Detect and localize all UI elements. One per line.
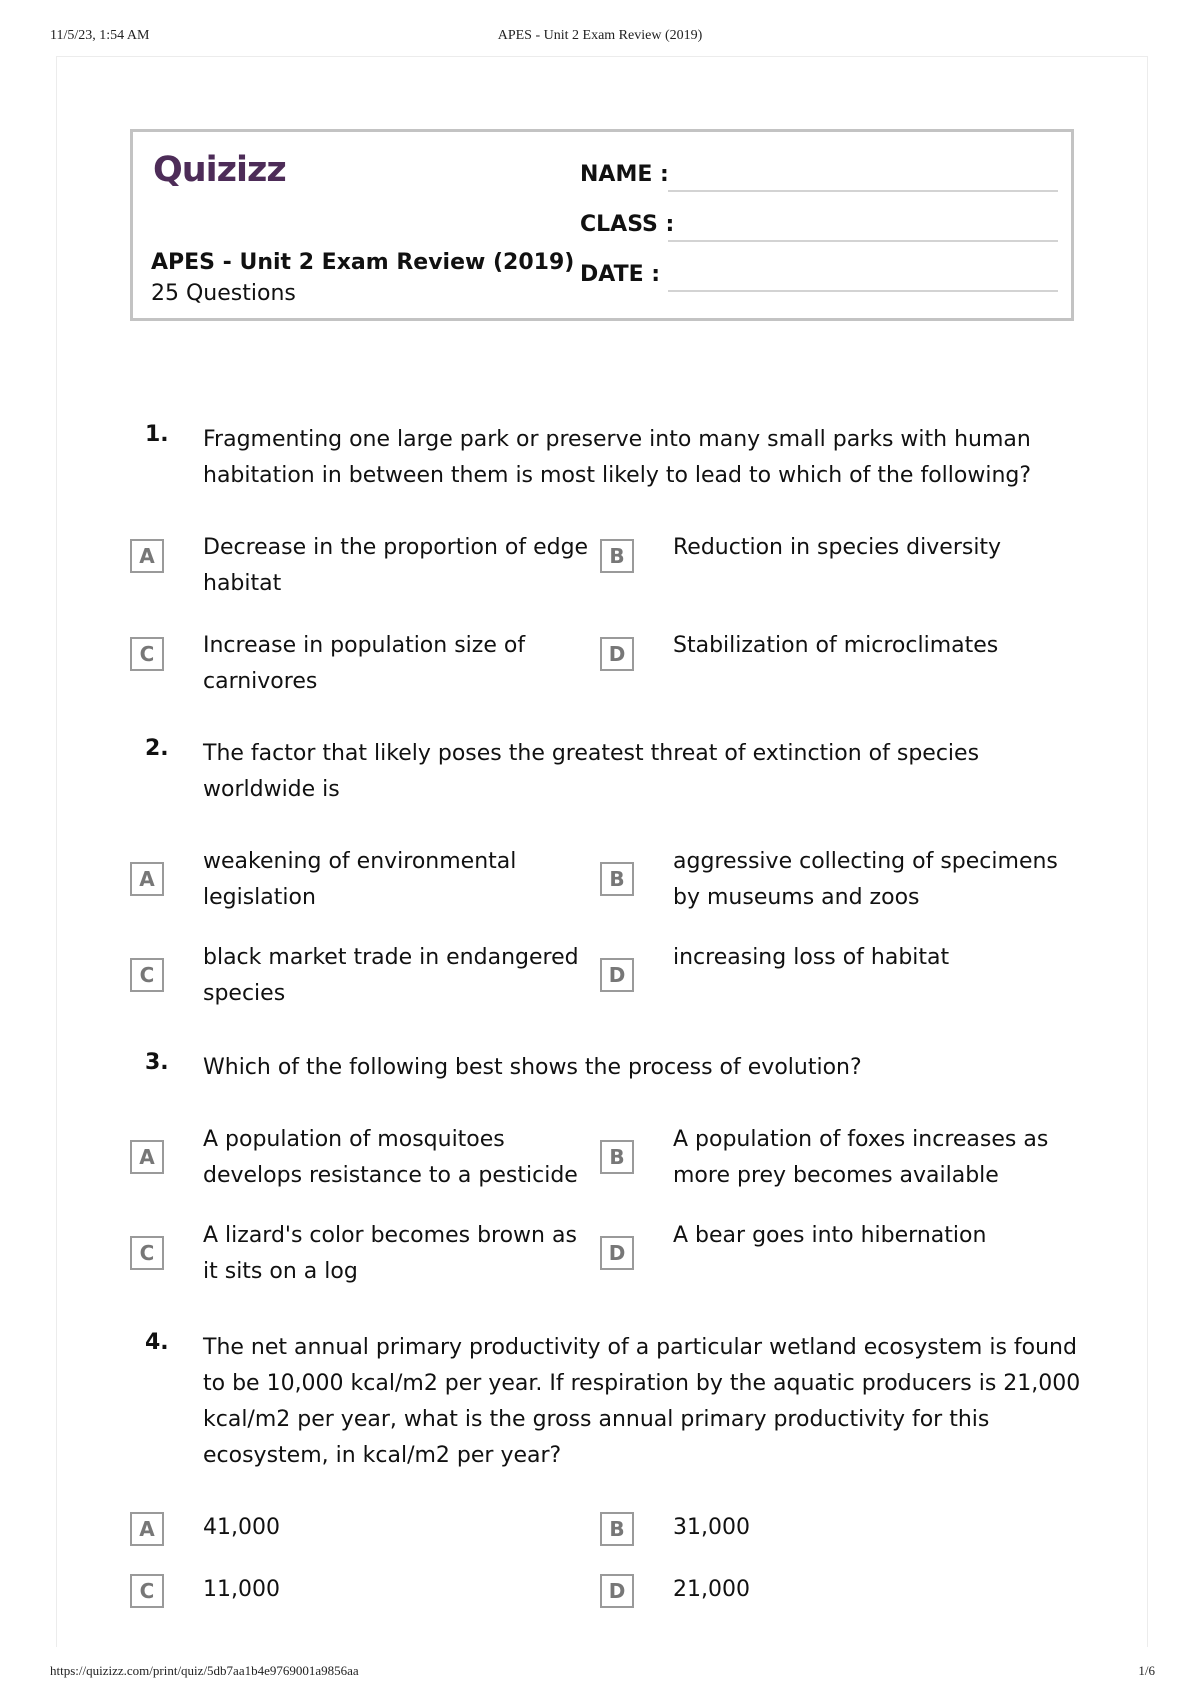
print-document-title: APES - Unit 2 Exam Review (2019)	[497, 28, 703, 43]
option-letter-box: D	[600, 1236, 634, 1270]
option-letter-box: C	[130, 1236, 164, 1270]
quizizz-logo: Quizizz	[153, 150, 286, 190]
question-text: Which of the following best shows the process of evolution?	[203, 1055, 862, 1080]
print-timestamp: 11/5/23, 1:54 AM	[50, 28, 150, 43]
option-letter-box: A	[130, 1140, 164, 1174]
option-text: 31,000	[673, 1515, 750, 1540]
option-letter-box: D	[600, 958, 634, 992]
option-letter-box: A	[130, 862, 164, 896]
option-letter-box: D	[600, 1574, 634, 1608]
option-text: Reduction in species diversity	[673, 535, 1002, 560]
option-text: Increase in population size of carnivores	[203, 633, 526, 694]
class-line	[668, 240, 1058, 242]
date-label: DATE :	[580, 262, 661, 287]
option-text: Stabilization of microclimates	[673, 633, 999, 658]
quiz-title: APES - Unit 2 Exam Review (2019)	[151, 250, 575, 275]
option-text: 21,000	[673, 1577, 750, 1602]
date-line	[668, 290, 1058, 292]
question-count: 25 Questions	[151, 281, 296, 306]
print-header	[0, 28, 1200, 52]
class-label: CLASS :	[580, 212, 675, 237]
question-text: The net annual primary productivity of a particular wetland ecosystem is found to be 10,000 kcal/m2 per year. If respiration by the aquatic producers is 21,000 kcal/m2 per year, what is the gross annual primary productivity for this ecosystem, in kcal/m2 per year?	[203, 1335, 1081, 1468]
option-letter-box: B	[600, 1512, 634, 1546]
option-letter-box: B	[600, 539, 634, 573]
page-number: 1/6	[1138, 1663, 1155, 1678]
name-label: NAME :	[580, 162, 669, 187]
name-line	[668, 190, 1058, 192]
option-text: increasing loss of habitat	[673, 945, 950, 970]
print-url[interactable]: https://quizizz.com/print/quiz/5db7aa1b4e9769001a9856aa	[50, 1663, 359, 1678]
option-text: A population of foxes increases as more prey becomes available	[673, 1127, 1049, 1188]
option-letter-box: A	[130, 539, 164, 573]
option-text: 41,000	[203, 1515, 280, 1540]
option-letter-box: D	[600, 637, 634, 671]
option-text: 11,000	[203, 1577, 280, 1602]
question-number: 4.	[145, 1330, 169, 1355]
option-letter-box: C	[130, 637, 164, 671]
option-text: A lizard's color becomes brown as it sits on a log	[203, 1223, 577, 1284]
option-text: A bear goes into hibernation	[673, 1223, 987, 1248]
question-text: The factor that likely poses the greatest threat of extinction of species worldwide is	[203, 741, 980, 802]
question-text: Fragmenting one large park or preserve into many small parks with human habitation in between them is most likely to lead to which of the following?	[203, 427, 1032, 488]
option-letter-box: B	[600, 1140, 634, 1174]
option-text: Decrease in the proportion of edge habitat	[203, 535, 589, 596]
question-number: 1.	[145, 422, 169, 447]
option-letter-box: C	[130, 958, 164, 992]
option-text: weakening of environmental legislation	[203, 849, 517, 910]
worksheet-header-box	[130, 129, 1074, 321]
option-text: black market trade in endangered species	[203, 945, 579, 1006]
question-number: 3.	[145, 1050, 169, 1075]
option-letter-box: B	[600, 862, 634, 896]
print-footer	[0, 1663, 1200, 1683]
option-text: aggressive collecting of specimens by museums and zoos	[673, 849, 1058, 910]
option-letter-box: C	[130, 1574, 164, 1608]
option-letter-box: A	[130, 1512, 164, 1546]
question-number: 2.	[145, 736, 169, 761]
option-text: A population of mosquitoes develops resistance to a pesticide	[203, 1127, 578, 1188]
